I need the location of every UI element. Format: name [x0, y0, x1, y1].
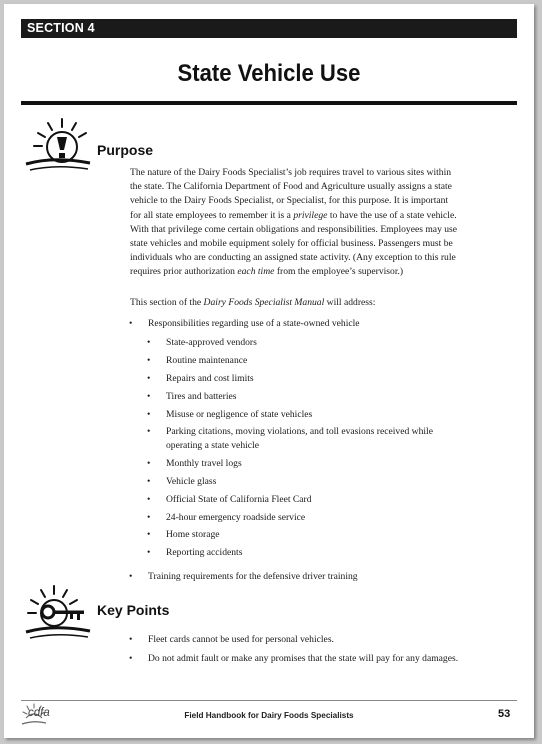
footer-rule: [21, 700, 517, 701]
logo-text: cdfa: [28, 707, 50, 719]
emphasis-each-time: each time: [237, 266, 275, 278]
exclamation-sunburst-icon: [24, 116, 94, 181]
list-item: • Do not admit fault or make any promises that the state will pay for any damages.: [148, 653, 518, 664]
list-item: • Vehicle glass: [166, 475, 506, 489]
paragraph-line: requires prior authorization each time from the employee’s supervisor.): [130, 266, 404, 278]
subtopic-list: [166, 336, 506, 564]
list-item: • Misuse or negligence of state vehicles: [166, 408, 506, 422]
emphasis-privilege: privilege: [293, 209, 328, 221]
paragraph-line: individuals who are conducting an assigned state activity. (Any exception to this rule: [130, 252, 456, 264]
list-item: • Monthly travel logs: [166, 457, 506, 471]
section-bar: [21, 19, 517, 38]
paragraph-line: for all state employees to remember it is a privilege to have the use of a state vehicle.: [130, 209, 457, 221]
list-item: • Reporting accidents: [166, 546, 506, 560]
manual-title: Dairy Foods Specialist Manual: [203, 297, 325, 308]
paragraph-line: state vehicles and mobile equipment solely for official business. Passengers must be: [130, 238, 453, 250]
list-item: • Tires and batteries: [166, 390, 506, 404]
list-item: • Routine maintenance: [166, 354, 506, 368]
page-title: State Vehicle Use: [177, 60, 361, 87]
list-item: • Parking citations, moving violations, and toll evasions received while operating a state vehicle: [166, 425, 506, 452]
paragraph-line: The nature of the Dairy Foods Specialist’s job requires travel to various sites within: [130, 167, 452, 178]
handbook-page: [4, 4, 534, 738]
purpose-paragraph: [130, 166, 510, 280]
paragraph-line: vehicle to the Dairy Foods Specialist, or Specialist, for this purpose. It is important: [130, 195, 449, 207]
title-rule: [21, 101, 517, 105]
list-item: • Responsibilities regarding use of a state-owned vehicle: [148, 318, 360, 329]
list-item: • Repairs and cost limits: [166, 372, 506, 386]
paragraph-line: With that privilege come certain obligations and responsibilities. Employees may use: [130, 223, 458, 235]
paragraph-line: the state. The California Department of Food and Agriculture usually assigns a state: [130, 181, 452, 193]
topic-list: [148, 318, 360, 329]
training-list: [148, 571, 358, 582]
section-intro: This section of the Dairy Foods Specialist Manual will address:: [130, 297, 376, 308]
footer-title: Field Handbook for Dairy Foods Specialists: [184, 711, 354, 720]
key-points-list: [148, 634, 518, 664]
list-item: • Official State of California Fleet Card: [166, 493, 506, 507]
list-item: • State-approved vendors: [166, 336, 506, 350]
list-item: • Training requirements for the defensive driver training: [148, 571, 358, 582]
list-item: • Fleet cards cannot be used for personal vehicles.: [148, 634, 518, 645]
list-item: • 24-hour emergency roadside service: [166, 511, 506, 525]
list-item: • Home storage: [166, 528, 506, 542]
page-number: 53: [498, 708, 511, 720]
key-sunburst-icon: [24, 584, 94, 649]
key-points-heading: Key Points: [97, 602, 170, 618]
section-label: SECTION 4: [27, 21, 95, 35]
purpose-heading: Purpose: [97, 142, 154, 158]
